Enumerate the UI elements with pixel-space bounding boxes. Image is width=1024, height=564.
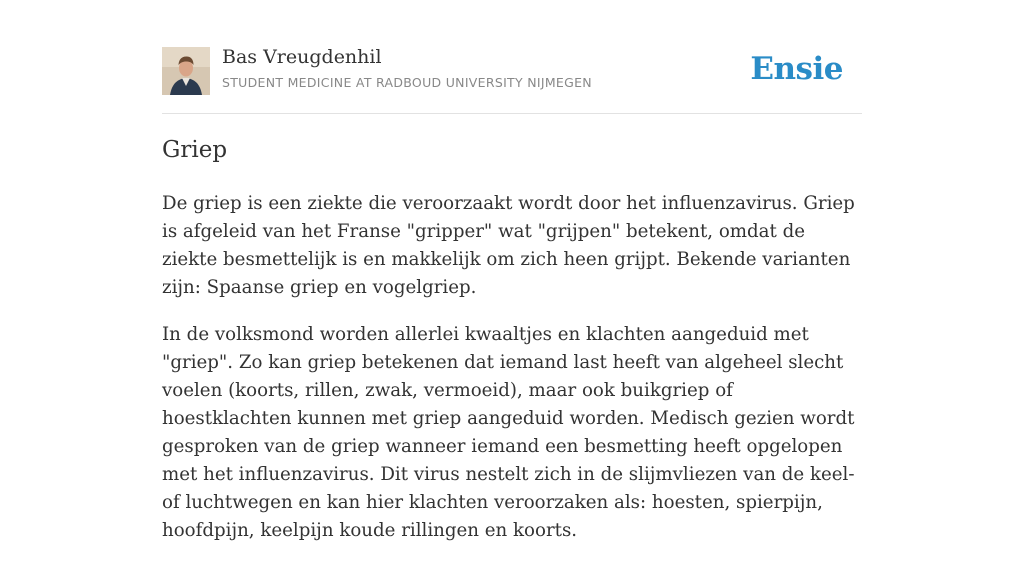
article-body — [162, 190, 862, 564]
content-container — [162, 0, 862, 541]
author-header — [162, 0, 862, 114]
article-paragraph: De griep is een ziekte die veroorzaakt wordt door het influenzavirus. Griep is afgeleid van het Franse "gripper" wat "grijpen" betekent, omdat de ziekte besmettelijk is en makkelijk om zich heen grijpt. Bekende varianten zijn: Spaanse griep en vogelgriep. — [162, 193, 855, 298]
author-avatar[interactable] — [162, 47, 210, 95]
author-name[interactable]: Bas Vreugdenhil — [222, 46, 382, 68]
article-paragraph: In de volksmond worden allerlei kwaaltjes en klachten aangeduid met "griep". Zo kan griep betekenen dat iemand last heeft van algeheel slecht voelen (koorts, rillen, zwak, vermoeid), maar ook buikgriep of hoestklachten kunnen met griep aangeduid worden. Medisch gezien wordt gesproken van de griep wanneer iemand een besmetting heeft opgelopen met het influenzavirus. Dit virus nestelt zich in de slijmvliezen van de keel- of luchtwegen en kan hier klachten veroorzaken als: hoesten, spierpijn, hoofdpijn, keelpijn koude rillingen en koorts. — [162, 324, 855, 541]
article-title: Griep — [162, 137, 228, 163]
brand-logo[interactable]: Ensie — [750, 51, 843, 87]
author-role: STUDENT MEDICINE AT RADBOUD UNIVERSITY NIJMEGEN — [222, 75, 592, 90]
avatar-photo — [162, 47, 210, 95]
